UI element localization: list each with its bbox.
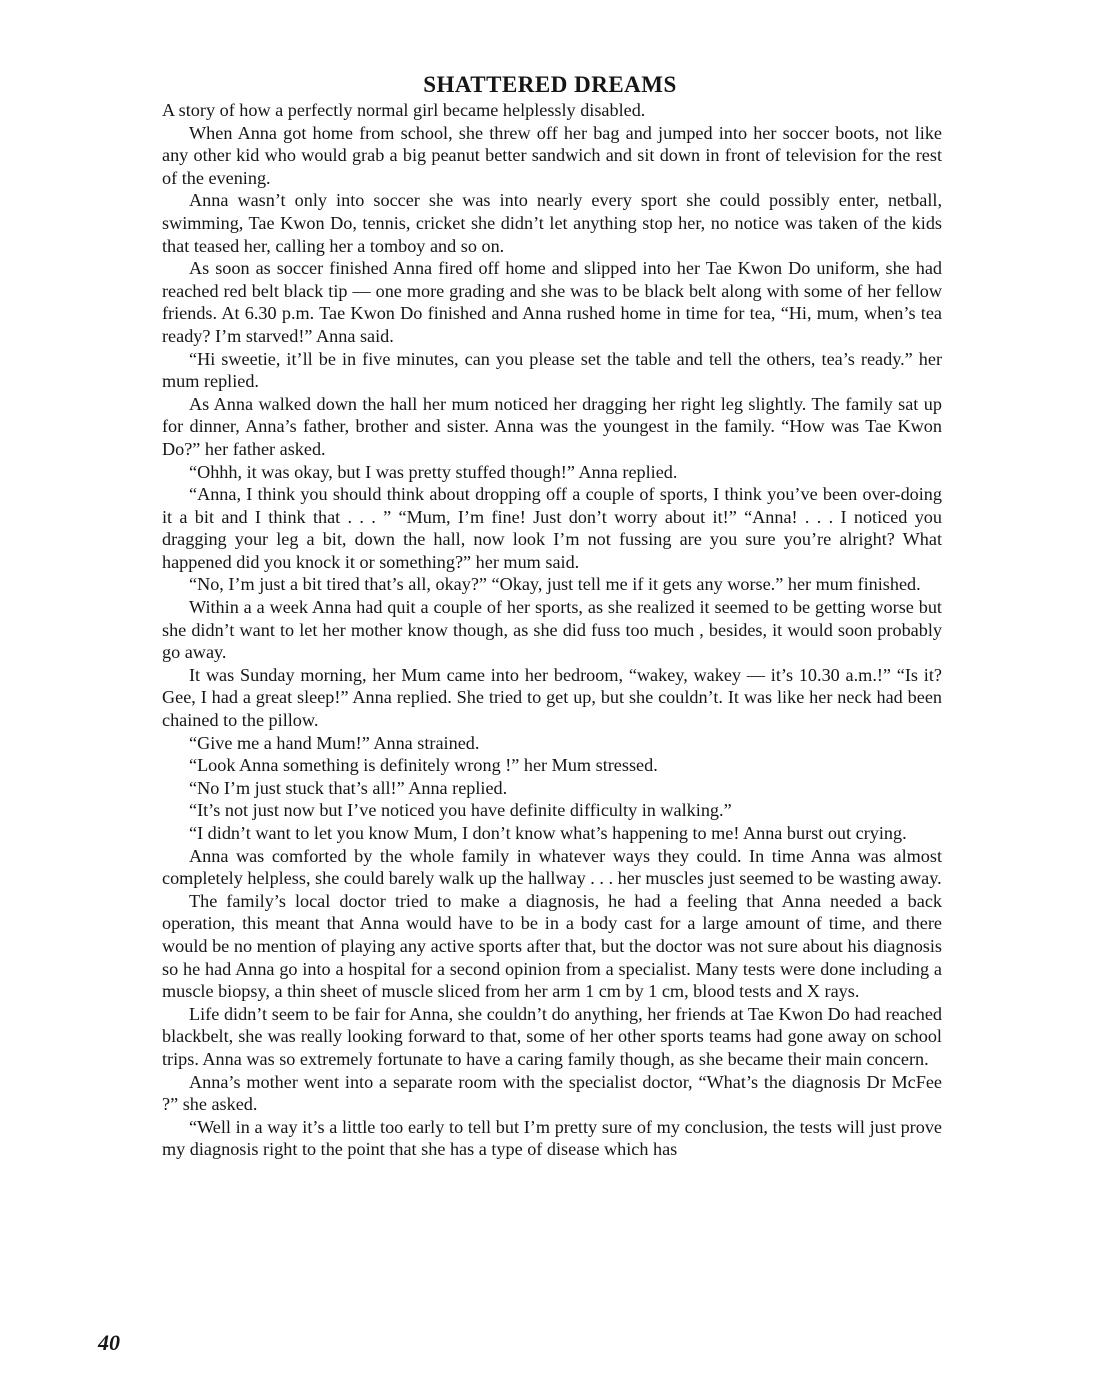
paragraph: Life didn’t seem to be fair for Anna, she couldn’t do anything, her friends at Tae Kwon Do had reached blackbelt, she was really looking forward to that, some of her other sports teams had gone away on school trips. Anna was so extremely fortunate to have a caring family though, as she became their main concern. — [162, 1003, 942, 1069]
paragraph: “Well in a way it’s a little too early to tell but I’m pretty sure of my conclusion, the tests will just prove my diagnosis right to the point that she has a type of disease which has — [162, 1116, 942, 1160]
paragraph: “Hi sweetie, it’ll be in five minutes, can you please set the table and tell the others, tea’s ready.” her mum replied. — [162, 348, 942, 392]
paragraph: “No, I’m just a bit tired that’s all, okay?” “Okay, just tell me if it gets any worse.” her mum finished. — [189, 574, 921, 595]
paragraph: It was Sunday morning, her Mum came into her bedroom, “wakey, wakey — it’s 10.30 a.m.!” “Is it? Gee, I had a great sleep!” Anna replied. She tried to get up, but she couldn’t. It was like her neck had been chained to the pillow. — [162, 664, 942, 731]
page-number: 40 — [98, 1330, 120, 1355]
paragraph: “It’s not just now but I’ve noticed you have definite difficulty in walking.” — [189, 800, 732, 821]
paragraph: The family’s local doctor tried to make a diagnosis, he had a feeling that Anna needed a back operation, this meant that Anna would have to be in a body cast for a large amount of time, and there would be no mention of playing any active sports after that, but the doctor was not sure about his diagnosis so he had Anna go into a hospital for a second opinion from a specialist. Many tests were done including a muscle biopsy, a thin sheet of muscle sliced from her arm 1 cm by 1 cm, blood tests and X rays. — [162, 890, 942, 1002]
story-body — [162, 99, 942, 1161]
paragraph: As Anna walked down the hall her mum noticed her dragging her right leg slightly. The family sat up for dinner, Anna’s father, brother and sister. Anna was the youngest in the family. “How was Tae Kwon Do?” her father asked. — [162, 393, 942, 459]
paragraph: Within a a week Anna had quit a couple of her sports, as she realized it seemed to be getting worse but she didn’t want to let her mother know though, as she did fuss too much , besides, it would soon probably go away. — [162, 597, 942, 663]
paragraph: When Anna got home from school, she threw off her bag and jumped into her soccer boots, not like any other kid who would grab a big peanut better sandwich and sit down in front of television for the rest of the evening. — [162, 122, 942, 188]
paragraph: Anna’s mother went into a separate room with the specialist doctor, “What’s the diagnosis Dr McFee ?” she asked. — [162, 1071, 942, 1115]
paragraph: “I didn’t want to let you know Mum, I don’t know what’s happening to me! Anna burst out crying. — [189, 823, 907, 843]
paragraph: “Look Anna something is definitely wrong !” her Mum stressed. — [189, 755, 658, 776]
paragraph: “Give me a hand Mum!” Anna strained. — [189, 732, 480, 753]
story-title: SHATTERED DREAMS — [423, 72, 677, 97]
paragraph: Anna wasn’t only into soccer she was into nearly every sport she could possibly enter, netball, swimming, Tae Kwon Do, tennis, cricket she didn’t let anything stop her, no notice was taken of the kids that teased her, calling her a tomboy and so on. — [162, 190, 942, 256]
paragraph: “Ohhh, it was okay, but I was pretty stuffed though!” Anna replied. — [189, 461, 678, 482]
subtitle-paragraph: A story of how a perfectly normal girl became helplessly disabled. — [162, 100, 646, 120]
paragraph: Anna was comforted by the whole family in whatever ways they could. In time Anna was almost completely helpless, she could barely walk up the hallway . . . her muscles just seemed to be wasting away. — [162, 845, 942, 889]
paragraph: “No I’m just stuck that’s all!” Anna replied. — [189, 777, 508, 798]
paragraph: “Anna, I think you should think about dropping off a couple of sports, I think you’ve been over-doing it a bit and I think that . . . ” “Mum, I’m fine! Just don’t worry about it!” “Anna! . . . I noticed you dragging your leg a bit, down the hall, now look I’m not fussing are you sure you’re alright? What happened did you knock it or something?” her mum said. — [162, 484, 942, 572]
paragraph: As soon as soccer finished Anna fired off home and slipped into her Tae Kwon Do uniform, she had reached red belt black tip — one more grading and she was to be black belt along with some of her fellow friends. At 6.30 p.m. Tae Kwon Do finished and Anna rushed home in time for tea, “Hi, mum, when’s tea ready? I’m starved!” Anna said. — [162, 258, 942, 346]
